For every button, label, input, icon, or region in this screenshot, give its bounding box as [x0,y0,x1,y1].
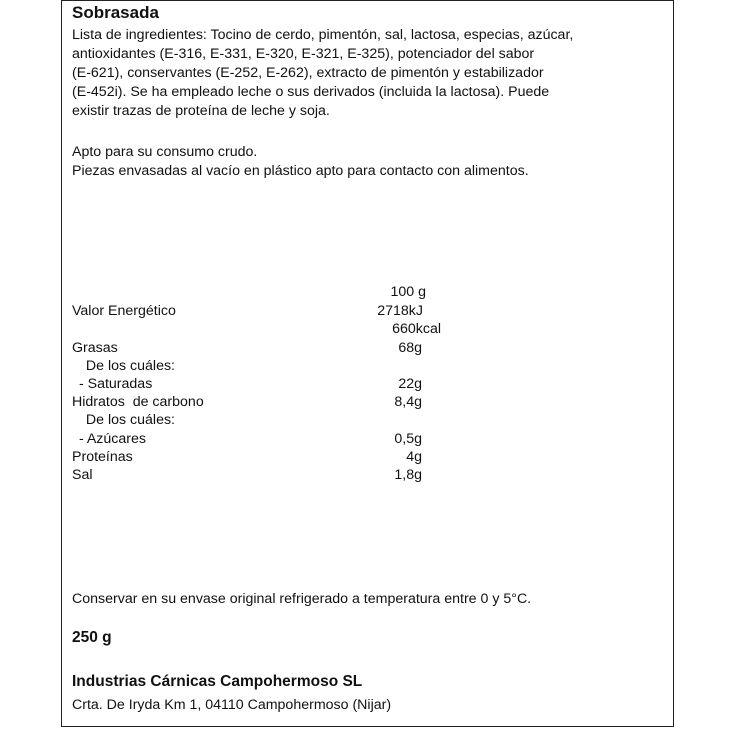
nutrition-header: 100 g [390,284,426,300]
nutrition-energy-label: Valor Energético [72,303,176,319]
nutrition-row-label: Hidratos de carbono [72,394,204,410]
ingredients-line: (E-452i). Se ha empleado leche o sus derivados (incluida la lactosa). Puede [72,84,550,100]
nutrition-row-label: Grasas [72,340,118,356]
ingredients-line: antioxidantes (E-316, E-331, E-320, E-321, E-325), potenciador del sabor [72,46,535,62]
nutrition-row-value: 4g [406,449,422,465]
ingredients-line: Lista de ingredientes: Tocino de cerdo, pimentón, sal, lactosa, especias, azúcar, [72,27,574,43]
nutrition-row-value: 0,5g [394,431,422,447]
nutrition-row-value: 1,8g [394,467,422,483]
nutrition-row-label: De los cuáles: [78,412,175,428]
nutrition-row-value: 8,4g [394,394,422,410]
ingredients-line: (E-621), conservantes (E-252, E-262), extracto de pimentón y estabilizador [72,65,544,81]
company-name: Industrias Cárnicas Campohermoso SL [72,673,363,690]
nutrition-row-label: Sal [72,467,93,483]
storage-text: Conservar en su envase original refrigerado a temperatura entre 0 y 5°C. [72,591,532,607]
nutrition-energy-kcal: 660kcal [392,321,441,337]
nutrition-row-label: De los cuáles: [78,358,175,374]
nutrition-row-label: - Saturadas [75,376,153,392]
nutrition-row-value: 68g [398,340,422,356]
net-weight: 250 g [72,629,112,646]
nutrition-row-label: Proteínas [72,449,133,465]
company-address: Crta. De Iryda Km 1, 04110 Campohermoso (Nijar) [72,697,392,713]
ingredients-line: existir trazas de proteína de leche y soja. [72,103,330,119]
nutrition-row-value: 22g [398,376,422,392]
info-line: Piezas envasadas al vacío en plástico apto para contacto con alimentos. [72,163,529,179]
info-line: Apto para su consumo crudo. [72,144,258,160]
nutrition-energy-kj: 2718kJ [377,303,423,319]
product-title: Sobrasada [72,3,159,22]
nutrition-row-label: - Azúcares [75,431,146,447]
